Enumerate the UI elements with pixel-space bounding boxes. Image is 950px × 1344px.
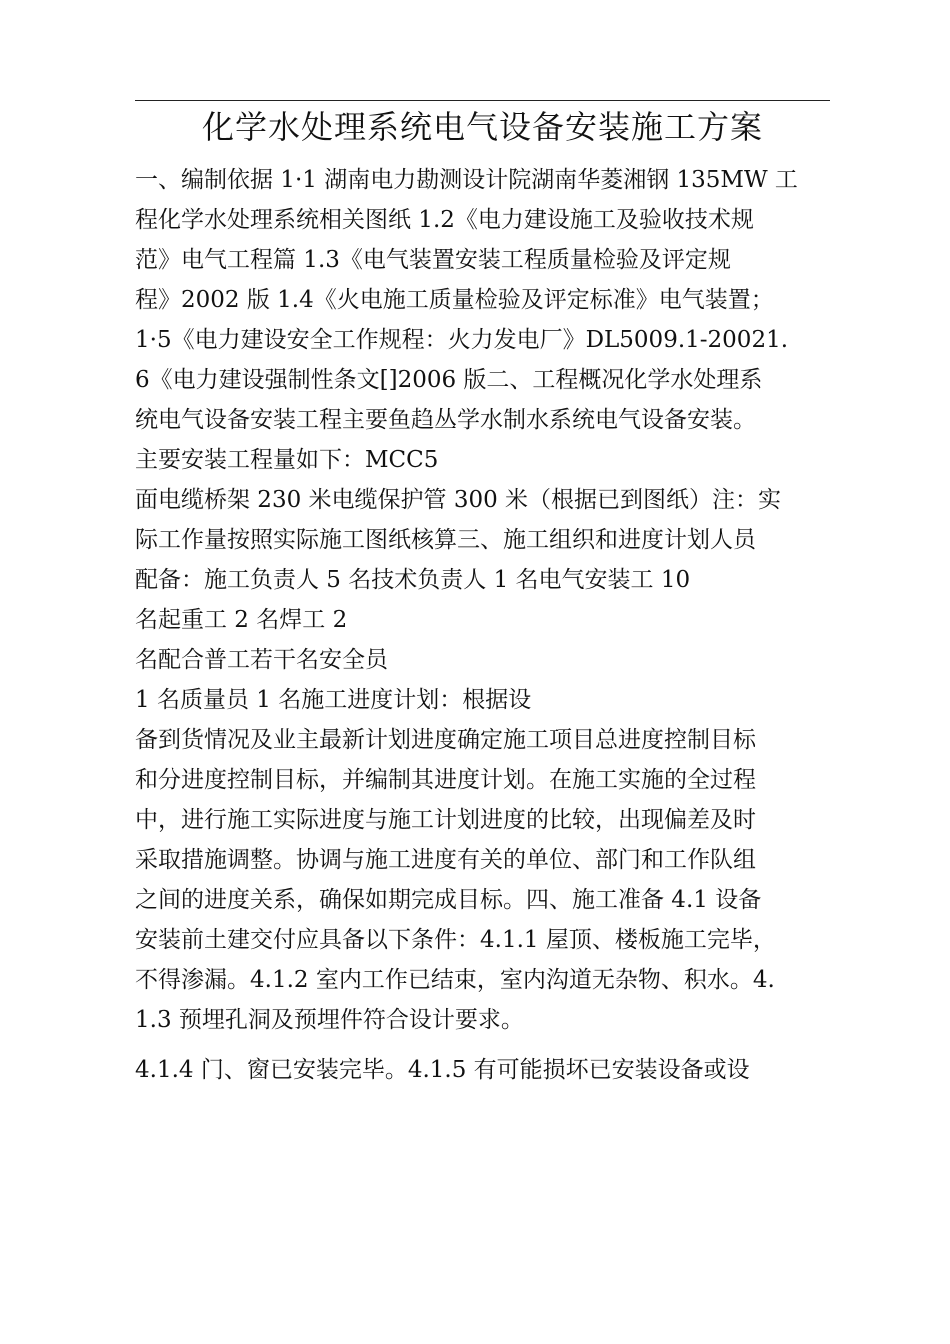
body-line: 6《电力建设强制性条文[]2006 版二、工程概况化学水处理系 <box>135 367 763 393</box>
body-line: 之间的进度关系，确保如期完成目标。四、施工准备 4.1 设备 <box>135 887 762 913</box>
body-line: 名配合普工若干名安全员 <box>135 647 388 673</box>
document-title: 化学水处理系统电气设备安装施工方案 <box>201 108 763 146</box>
body-line: 采取措施调整。协调与施工进度有关的单位、部门和工作队组 <box>135 847 756 873</box>
body-line: 程化学水处理系统相关图纸 1.2《电力建设施工及验收技术规 <box>135 207 754 233</box>
document-body <box>135 160 840 1090</box>
body-line: 安装前土建交付应具备以下条件：4.1.1 屋顶、楼板施工完毕， <box>135 927 776 953</box>
body-line: 一、编制依据 1·1 湖南电力勘测设计院湖南华菱湘钢 135MW 工 <box>135 167 798 193</box>
body-line: 1.3 预埋孔洞及预埋件符合设计要求。 <box>135 1007 524 1033</box>
body-line: 配备：施工负责人 5 名技术负责人 1 名电气安装工 10 <box>135 567 691 593</box>
body-line: 4.1.4 门、窗已安装完毕。4.1.5 有可能损坏已安装设备或设 <box>135 1057 750 1083</box>
body-line: 中，进行施工实际进度与施工计划进度的比较，出现偏差及时 <box>135 807 756 833</box>
body-line: 1·5《电力建设安全工作规程：火力发电厂》DL5009.1-20021. <box>135 327 789 353</box>
body-line: 面电缆桥架 230 米电缆保护管 300 米（根据已到图纸）注：实 <box>135 487 782 513</box>
body-line: 范》电气工程篇 1.3《电气装置安装工程质量检验及评定规 <box>135 247 731 273</box>
body-line: 不得渗漏。4.1.2 室内工作已结束，室内沟道无杂物、积水。4. <box>135 967 775 993</box>
body-line: 和分进度控制目标，并编制其进度计划。在施工实施的全过程 <box>135 767 756 793</box>
body-line: 统电气设备安装工程主要鱼趋丛学水制水系统电气设备安装。 <box>135 407 756 433</box>
body-line: 主要安装工程量如下：MCC5 <box>135 447 439 473</box>
body-line: 名起重工 2 名焊工 2 <box>135 607 348 633</box>
body-line: 1 名质量员 1 名施工进度计划：根据设 <box>135 687 532 713</box>
body-line: 备到货情况及业主最新计划进度确定施工项目总进度控制目标 <box>135 727 756 753</box>
body-line: 际工作量按照实际施工图纸核算三、施工组织和进度计划人员 <box>135 527 756 553</box>
header-rule <box>135 100 830 101</box>
body-line: 程》2002 版 1.4《火电施工质量检验及评定标准》电气装置； <box>135 287 774 313</box>
